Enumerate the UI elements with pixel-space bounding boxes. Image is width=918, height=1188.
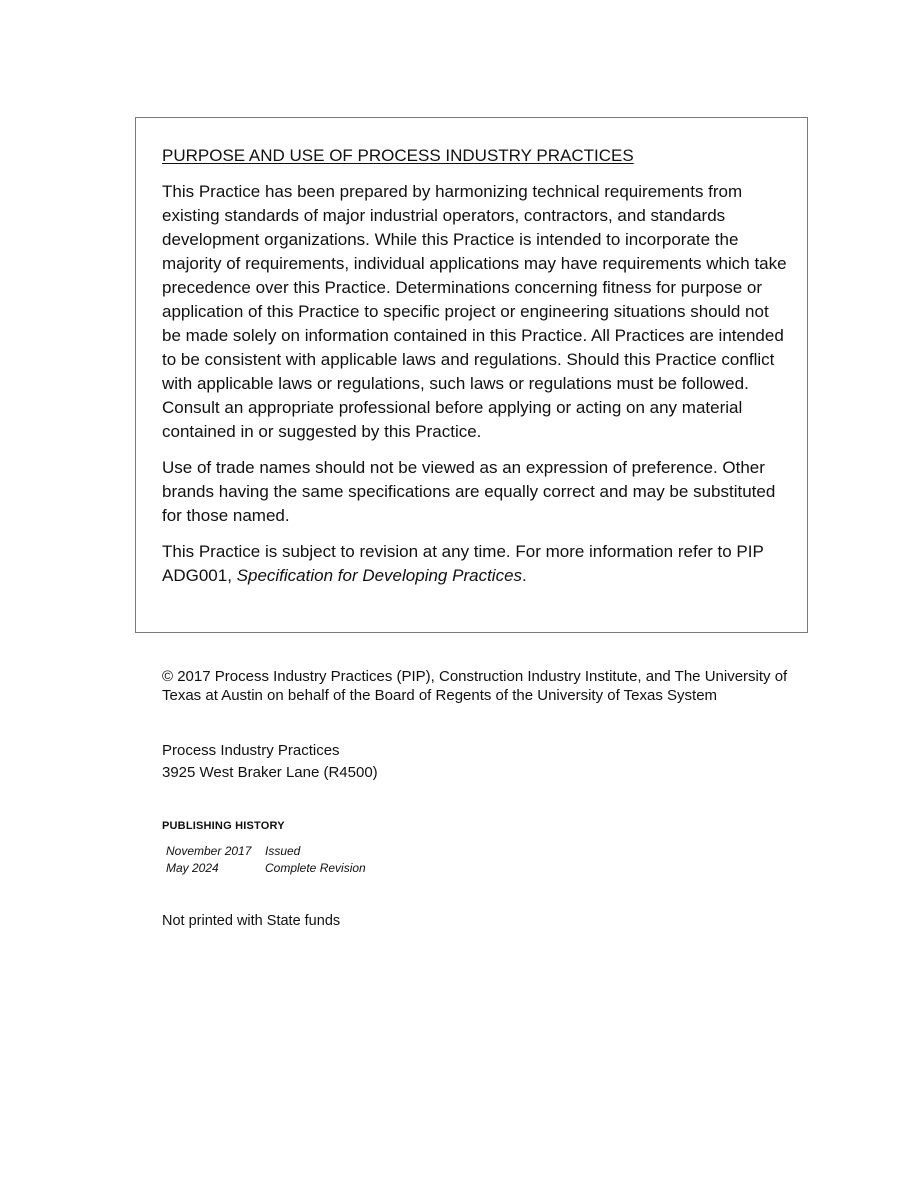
publishing-history-heading: PUBLISHING HISTORY xyxy=(162,820,285,832)
history-event: Issued xyxy=(265,844,301,858)
purpose-box xyxy=(135,117,808,633)
history-date: November 2017 xyxy=(166,844,252,858)
history-row xyxy=(166,860,366,877)
purpose-paragraph-3 xyxy=(162,540,787,588)
history-row xyxy=(166,843,366,860)
purpose-paragraph-3-italic: Specification for Developing Practices xyxy=(236,566,523,585)
purpose-paragraph-3-tail: . xyxy=(522,566,527,585)
address-line-2: 3925 West Braker Lane (R4500) xyxy=(162,764,378,781)
copyright-notice: © 2017 Process Industry Practices (PIP), Construction Industry Institute, and The University of Texas at Austin on behalf of the Board of Regents of the University of Texas System xyxy=(162,668,788,704)
purpose-paragraph-3-lead: This Practice is subject to revision at any time. For more information refer to PIP ADG001, xyxy=(162,542,764,585)
purpose-paragraph-2: Use of trade names should not be viewed as an expression of preference. Other brands having the same specifications are equally correct and may be substituted for those named. xyxy=(162,458,776,525)
history-event: Complete Revision xyxy=(265,861,366,875)
publishing-history-table xyxy=(166,843,366,877)
funding-note: Not printed with State funds xyxy=(162,913,341,929)
purpose-paragraph-1: This Practice has been prepared by harmonizing technical requirements from existing standards of major industrial operators, contractors, and standards development organizations. While this Practice is intended to incorporate the majority of requirements, individual applications may have requirements which take precedence over this Practice. Determinations concerning fitness for purpose or application of this Practice to specific project or engineering situations should not be made solely on information contained in this Practice. All Practices are intended to be consistent with applicable laws and regulations. Should this Practice conflict with applicable laws or regulations, such laws or regulations must be followed. Consult an appropriate professional before applying or acting on any material contained in or suggested by this Practice. xyxy=(162,182,787,441)
purpose-title: PURPOSE AND USE OF PROCESS INDUSTRY PRACTICES xyxy=(162,146,634,165)
address-line-1: Process Industry Practices xyxy=(162,742,340,759)
address-block xyxy=(162,740,378,784)
history-date: May 2024 xyxy=(166,861,219,875)
